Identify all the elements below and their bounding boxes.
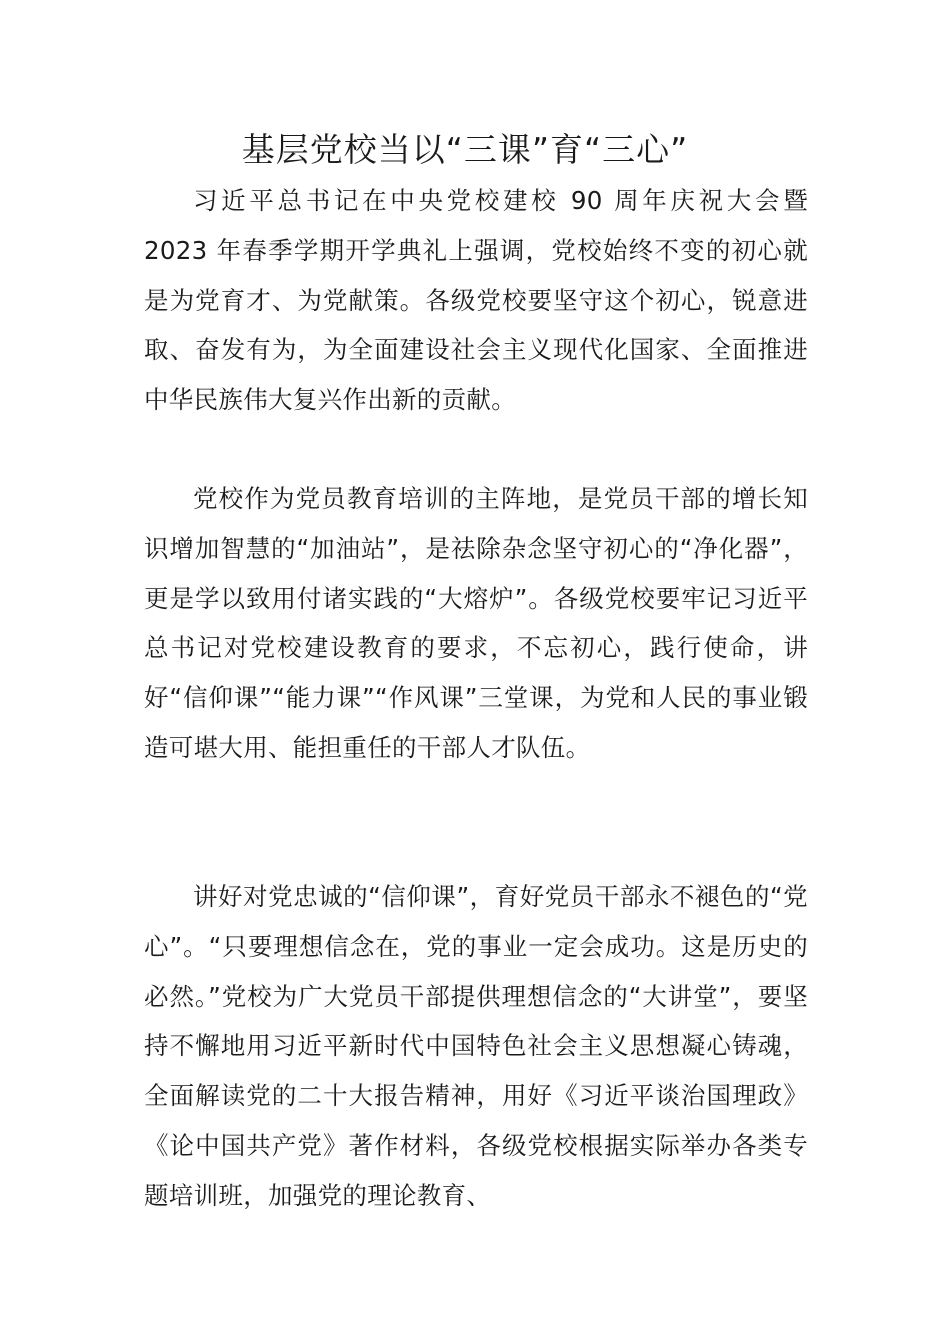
paragraph-3: 讲好对党忠诚的“信仰课”，育好党员干部永不褪色的“党心”。“只要理想信念在，党的事业一定会成功。这是历史的必然。”党校为广大党员干部提供理想信念的“大讲堂”，要坚持不懈地用习近平新时代中国特色社会主义思想凝心铸魂，全面解读党的二十大报告精神，用好《习近平谈治国理政》《论中国共产党》著作材料，各级党校根据实际举办各类专题培训班，加强党的理论教育、 [144, 882, 808, 1210]
document-title: 基层党校当以“三课”育“三心” [241, 130, 689, 169]
paragraph-2: 党校作为党员教育培训的主阵地，是党员干部的增长知识增加智慧的“加油站”，是祛除杂念坚守初心的“净化器”，更是学以致用付诸实践的“大熔炉”。各级党校要牢记习近平总书记对党校建设教育的要求，不忘初心，践行使命，讲好“信仰课”“能力课”“作风课”三堂课，为党和人民的事业锻造可堪大用、能担重任的干部人才队伍。 [144, 484, 808, 762]
paragraph-1: 习近平总书记在中央党校建校 90 周年庆祝大会暨 2023 年春季学期开学典礼上强调，党校始终不变的初心就是为党育才、为党献策。各级党校要坚守这个初心，锐意进取、奋发有为，为全面建设社会主义现代化国家、全面推进中华民族伟大复兴作出新的贡献。 [144, 186, 808, 415]
